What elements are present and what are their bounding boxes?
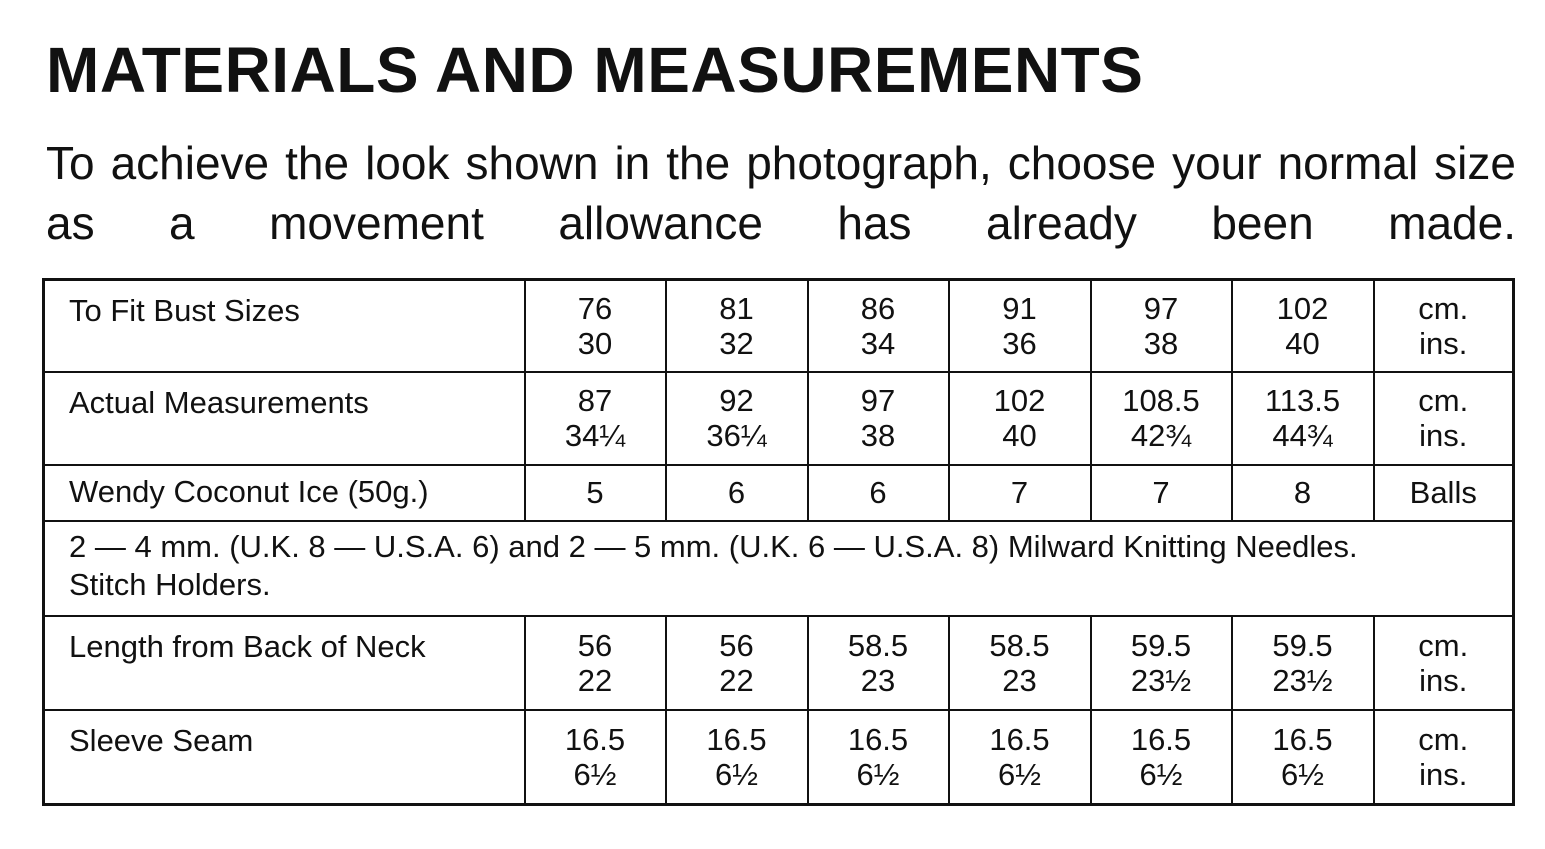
stitch-holders-text: Stitch Holders. (69, 566, 271, 602)
cm-value: 56 (719, 627, 754, 663)
cm-value: 58.5 (847, 627, 909, 663)
ins-value: 40 (1285, 325, 1320, 361)
cm-value: 108.5 (1122, 383, 1200, 418)
ins-value: 6½ (714, 756, 759, 792)
size-cell (666, 616, 808, 710)
ins-value: 40 (1002, 418, 1037, 453)
ball-count-cell: 5 (525, 465, 666, 521)
size-cell (1232, 710, 1374, 805)
materials-table (42, 278, 1515, 806)
ins-unit: ins. (1419, 325, 1468, 361)
ball-count-cell: 6 (808, 465, 949, 521)
size-cell (808, 372, 949, 465)
ins-value: 22 (719, 662, 754, 698)
unit-cell (1374, 280, 1514, 372)
ins-value: 32 (719, 325, 754, 361)
bust-size-row (44, 280, 1514, 372)
cm-value: 16.5 (1272, 721, 1333, 757)
size-cell (1232, 372, 1374, 465)
size-cell (666, 280, 808, 372)
actual-measurements-row (44, 372, 1514, 465)
unit-cell (1374, 372, 1514, 465)
size-cell (525, 616, 666, 710)
cm-value: 16.5 (989, 721, 1050, 757)
ins-value: 34¼ (564, 418, 626, 453)
cm-value: 87 (577, 383, 613, 418)
cm-value: 59.5 (1130, 627, 1192, 663)
size-cell (525, 372, 666, 465)
size-cell (1232, 280, 1374, 372)
cm-value: 16.5 (847, 721, 909, 757)
ball-count-cell: 7 (1091, 465, 1232, 521)
ins-value: 36¼ (706, 418, 767, 453)
ins-unit: ins. (1419, 756, 1468, 792)
size-cell (949, 710, 1091, 805)
cm-value: 76 (577, 290, 613, 326)
ins-value: 30 (577, 325, 613, 361)
size-cell (1091, 710, 1232, 805)
cm-value: 16.5 (1130, 721, 1192, 757)
ball-count-cell: 7 (949, 465, 1091, 521)
unit-cell (1374, 616, 1514, 710)
size-cell (949, 616, 1091, 710)
size-cell (1091, 616, 1232, 710)
ins-value: 36 (1002, 325, 1037, 361)
ins-unit: ins. (1419, 418, 1468, 453)
cm-value: 97 (860, 383, 896, 418)
sleeve-seam-row (44, 710, 1514, 805)
size-cell (666, 372, 808, 465)
ins-value: 44¾ (1272, 418, 1333, 453)
row-label: Length from Back of Neck (44, 616, 525, 710)
cm-value: 102 (993, 383, 1046, 418)
ins-value: 6½ (573, 756, 617, 792)
cm-unit: cm. (1418, 290, 1469, 326)
size-cell (808, 710, 949, 805)
ins-value: 6½ (856, 756, 900, 792)
size-cell (525, 280, 666, 372)
ins-value: 38 (860, 418, 896, 453)
cm-value: 86 (860, 290, 896, 326)
size-cell (1091, 280, 1232, 372)
ins-value: 23 (860, 662, 896, 698)
row-label: To Fit Bust Sizes (44, 280, 525, 372)
ins-value: 38 (1143, 325, 1179, 361)
cm-unit: cm. (1418, 721, 1469, 757)
page-title: MATERIALS AND MEASUREMENTS (46, 34, 1144, 106)
unit-cell: Balls (1374, 465, 1514, 521)
ins-value: 42¾ (1130, 418, 1192, 453)
needles-text: 2 — 4 mm. (U.K. 8 — U.S.A. 6) and 2 — 5 mm. (U.K. 6 — U.S.A. 8) Milward Knitting Needles. (69, 528, 1358, 564)
row-label: Sleeve Seam (44, 710, 525, 805)
needles-cell (44, 521, 1514, 616)
size-cell (525, 710, 666, 805)
ins-value: 23½ (1130, 662, 1192, 698)
cm-value: 91 (1002, 290, 1037, 326)
cm-value: 97 (1143, 290, 1179, 326)
ins-unit: ins. (1419, 662, 1468, 698)
ins-value: 23 (1002, 662, 1037, 698)
cm-value: 16.5 (706, 721, 767, 757)
ins-value: 6½ (1139, 756, 1183, 792)
intro-text: To achieve the look shown in the photograph, choose your normal size as a movement allowance has already been made. (46, 137, 1516, 249)
cm-unit: cm. (1418, 627, 1469, 663)
cm-value: 92 (719, 383, 754, 418)
length-row (44, 616, 1514, 710)
ins-value: 6½ (1280, 756, 1325, 792)
cm-value: 16.5 (564, 721, 626, 757)
ins-value: 22 (577, 662, 613, 698)
size-cell (949, 372, 1091, 465)
size-cell (666, 710, 808, 805)
needles-row (44, 521, 1514, 616)
cm-value: 102 (1276, 290, 1329, 326)
ball-count-cell: 6 (666, 465, 808, 521)
cm-value: 113.5 (1264, 383, 1341, 418)
ins-value: 34 (860, 325, 896, 361)
ins-value: 6½ (997, 756, 1042, 792)
cm-value: 58.5 (989, 627, 1050, 663)
row-label: Actual Measurements (44, 372, 525, 465)
row-label: Wendy Coconut Ice (50g.) (44, 465, 525, 521)
ins-value: 23½ (1272, 662, 1333, 698)
cm-value: 59.5 (1272, 627, 1333, 663)
size-cell (808, 616, 949, 710)
cm-value: 56 (577, 627, 613, 663)
yarn-row (44, 465, 1514, 521)
ball-count-cell: 8 (1232, 465, 1374, 521)
size-cell (1091, 372, 1232, 465)
cm-value: 81 (719, 290, 754, 326)
size-cell (949, 280, 1091, 372)
size-cell (808, 280, 949, 372)
unit-cell (1374, 710, 1514, 805)
cm-unit: cm. (1418, 383, 1469, 418)
size-cell (1232, 616, 1374, 710)
